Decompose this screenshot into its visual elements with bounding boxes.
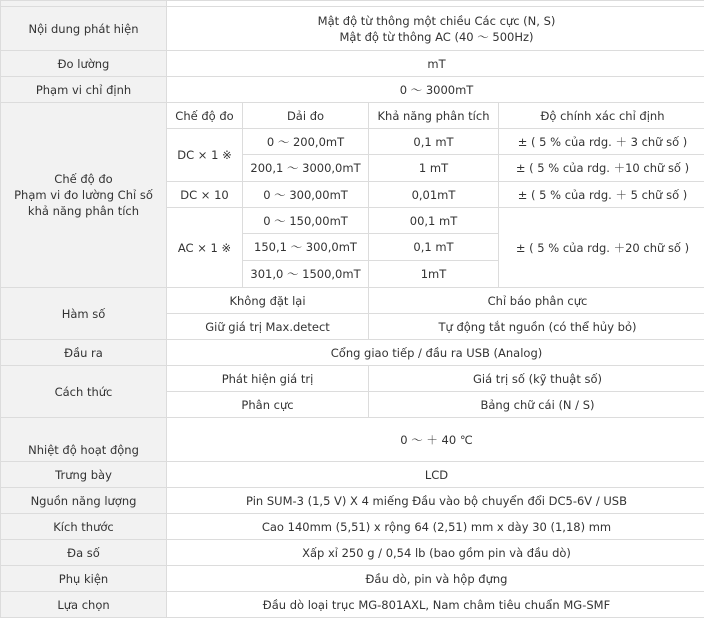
ac1-range-1: 0 ～ 150,00mT bbox=[243, 208, 369, 234]
dc10-range: 0 ～ 300,00mT bbox=[243, 182, 369, 208]
method-alphabet: Bảng chữ cái (N / S) bbox=[369, 392, 704, 418]
table-row bbox=[1, 366, 704, 392]
table-row bbox=[1, 540, 704, 566]
options-value: Đầu dò loại trục MG-801AXL, Nam châm tiêu chuẩn MG-SMF bbox=[167, 592, 704, 618]
table-row bbox=[1, 462, 704, 488]
dc1-resolution-1: 0,1 mT bbox=[369, 129, 499, 155]
output-label: Đầu ra bbox=[1, 340, 167, 366]
temperature-value: 0 ～ ＋ 40 ℃ bbox=[167, 418, 704, 462]
header-resolution: Khả năng phân tích bbox=[369, 103, 499, 129]
ac1-resolution-3: 1mT bbox=[369, 261, 499, 288]
table-row bbox=[1, 288, 704, 314]
header-mode: Chế độ đo bbox=[167, 103, 243, 129]
table-row bbox=[1, 51, 704, 77]
mode-ac1: AC × 1 ※ bbox=[167, 208, 243, 288]
table-row bbox=[1, 592, 704, 618]
accessories-value: Đầu dò, pin và hộp đựng bbox=[167, 566, 704, 592]
range-value: 0 ～ 3000mT bbox=[167, 77, 704, 103]
content-line-dc: Mật độ từ thông một chiều Các cực (N, S) bbox=[317, 13, 556, 28]
dc10-resolution: 0,01mT bbox=[369, 182, 499, 208]
ac1-accuracy: ± ( 5 % của rdg. ＋20 chữ số ) bbox=[499, 208, 704, 288]
weight-value: Xấp xỉ 250 g / 0,54 lb (bao gồm pin và đầu dò) bbox=[167, 540, 704, 566]
content-line-ac: Mật độ từ thông AC (40 ～ 500Hz) bbox=[339, 29, 534, 44]
header-accuracy: Độ chính xác chỉ định bbox=[499, 103, 704, 129]
dc10-accuracy: ± ( 5 % của rdg. ＋ 5 chữ số ) bbox=[499, 182, 704, 208]
accessories-label: Phụ kiện bbox=[1, 566, 167, 592]
power-value: Pin SUM-3 (1,5 V) X 4 miếng Đầu vào bộ chuyển đổi DC5-6V / USB bbox=[167, 488, 704, 514]
output-value: Cổng giao tiếp / đầu ra USB (Analog) bbox=[167, 340, 704, 366]
dc1-range-1: 0 ～ 200,0mT bbox=[243, 129, 369, 155]
table-row bbox=[1, 418, 704, 462]
table-row bbox=[1, 514, 704, 540]
options-label: Lựa chọn bbox=[1, 592, 167, 618]
ac1-resolution-1: 00,1 mT bbox=[369, 208, 499, 234]
table-row bbox=[1, 77, 704, 103]
method-polarity: Phân cực bbox=[167, 392, 369, 418]
mode-dc10: DC × 10 bbox=[167, 182, 243, 208]
modes-label: Chế độ đo Phạm vi đo lường Chỉ số khả năng phân tích bbox=[1, 103, 167, 288]
weight-label: Đa số bbox=[1, 540, 167, 566]
content-value bbox=[167, 7, 704, 51]
display-label: Trưng bày bbox=[1, 462, 167, 488]
dimensions-label: Kích thước bbox=[1, 514, 167, 540]
table-row bbox=[1, 340, 704, 366]
dc1-accuracy-1: ± ( 5 % của rdg. ＋ 3 chữ số ) bbox=[499, 129, 704, 155]
ac1-resolution-2: 0,1 mT bbox=[369, 234, 499, 261]
function-polarity: Chỉ báo phân cực bbox=[369, 288, 704, 314]
function-auto-off: Tự động tắt nguồn (có thể hủy bỏ) bbox=[369, 314, 704, 340]
method-label: Cách thức bbox=[1, 366, 167, 418]
dimensions-value: Cao 140mm (5,51) x rộng 64 (2,51) mm x dày 30 (1,18) mm bbox=[167, 514, 704, 540]
temperature-label: Nhiệt độ hoạt động bbox=[1, 418, 167, 462]
display-value: LCD bbox=[167, 462, 704, 488]
function-max-hold: Giữ giá trị Max.detect bbox=[167, 314, 369, 340]
header-range: Dải đo bbox=[243, 103, 369, 129]
table-row bbox=[1, 103, 704, 129]
method-digital: Giá trị số (kỹ thuật số) bbox=[369, 366, 704, 392]
dc1-range-2: 200,1 ～ 3000,0mT bbox=[243, 155, 369, 182]
method-detection: Phát hiện giá trị bbox=[167, 366, 369, 392]
unit-value: mT bbox=[167, 51, 704, 77]
power-label: Nguồn năng lượng bbox=[1, 488, 167, 514]
functions-label: Hàm số bbox=[1, 288, 167, 340]
ac1-range-3: 301,0 ～ 1500,0mT bbox=[243, 261, 369, 288]
ac1-range-2: 150,1 ～ 300,0mT bbox=[243, 234, 369, 261]
content-label: Nội dung phát hiện bbox=[1, 7, 167, 51]
table-row bbox=[1, 488, 704, 514]
table-row bbox=[1, 7, 704, 51]
range-label: Phạm vi chỉ định bbox=[1, 77, 167, 103]
dc1-resolution-2: 1 mT bbox=[369, 155, 499, 182]
dc1-accuracy-2: ± ( 5 % của rdg. ＋10 chữ số ) bbox=[499, 155, 704, 182]
unit-label: Đo lường bbox=[1, 51, 167, 77]
mode-dc1: DC × 1 ※ bbox=[167, 129, 243, 182]
function-no-reset: Không đặt lại bbox=[167, 288, 369, 314]
table-row bbox=[1, 566, 704, 592]
